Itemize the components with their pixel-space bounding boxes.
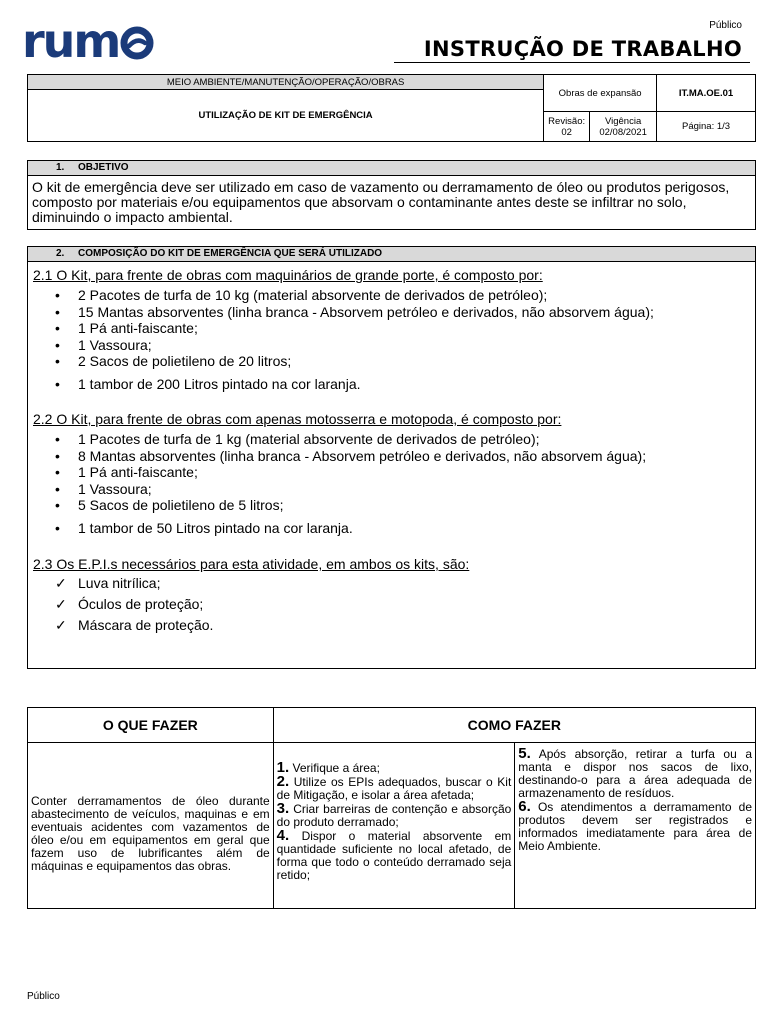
bullet-icon: • <box>55 320 60 336</box>
revision-cell <box>544 112 590 142</box>
section-number: 1. <box>56 162 65 173</box>
objective-section <box>27 160 756 230</box>
bullet-icon: • <box>55 287 60 303</box>
section-title: OBJETIVO <box>78 162 129 173</box>
section-title: COMPOSIÇÃO DO KIT DE EMERGÊNCIA QUE SERÁ UTILIZADO <box>78 248 383 259</box>
objective-heading <box>28 161 755 176</box>
how-to-do-cell-right <box>515 743 756 909</box>
document-code: IT.MA.OE.01 <box>657 75 756 112</box>
list-item: • 1 Pá anti-faiscante; <box>55 320 198 336</box>
bullet-icon: • <box>55 431 60 447</box>
composition-section <box>27 246 756 669</box>
validity-label: Vigência <box>604 115 642 127</box>
list-item: • 1 Pacotes de turfa de 1 kg (material absorvente de derivados de petróleo); <box>55 431 540 447</box>
checkmark-icon: ✓ <box>55 617 67 633</box>
list-item: • 2 Pacotes de turfa de 10 kg (material absorvente de derivados de petróleo); <box>55 287 548 303</box>
what-column-header: O QUE FAZER <box>28 708 274 743</box>
list-item: • 1 Vassoura; <box>55 336 152 353</box>
bullet-icon: • <box>55 353 60 369</box>
kit1-list <box>28 287 755 392</box>
list-item: • 2 Sacos de polietileno de 20 litros; <box>55 353 292 369</box>
list-item: • 15 Mantas absorventes (linha branca - Absorvem petróleo e derivados, não absorvem água); <box>55 303 654 320</box>
revision-label: Revisão: <box>548 115 586 127</box>
logo-mark-icon <box>120 26 154 60</box>
list-item: • 1 tambor de 50 Litros pintado na cor laranja. <box>55 519 353 536</box>
validity-cell <box>590 112 657 142</box>
checkmark-icon: ✓ <box>55 596 67 612</box>
step-item: 2. Utilize os EPIs adequados, buscar o Kit de Mitigação, e isolar a área afetada; <box>276 773 512 802</box>
bullet-icon: • <box>55 375 60 392</box>
how-column-header: COMO FAZER <box>273 708 755 743</box>
bullet-icon: • <box>55 480 60 497</box>
sector-cell: MEIO AMBIENTE/MANUTENÇÃO/OPERAÇÃO/OBRAS <box>28 75 544 90</box>
epis-title: 2.3 Os E.P.I.s necessários para esta atividade, em ambos os kits, são: <box>33 556 470 572</box>
document-type: INSTRUÇÃO DE TRABALHO <box>423 37 742 61</box>
step-item: 1. Verifique a área; <box>276 759 380 776</box>
bullet-icon: • <box>55 464 60 480</box>
page-number: Página: 1/3 <box>657 112 756 142</box>
bullet-icon: • <box>55 447 60 464</box>
classification-label: Público <box>709 20 742 31</box>
footer-classification: Público <box>27 991 60 1002</box>
list-item: • 5 Sacos de polietileno de 5 litros; <box>55 497 284 513</box>
bullet-icon: • <box>55 303 60 320</box>
list-item: ✓ Óculos de proteção; <box>55 596 204 612</box>
document-header-table <box>27 74 756 142</box>
bullet-icon: • <box>55 519 60 536</box>
company-logo <box>22 14 154 68</box>
bullet-icon: • <box>55 497 60 513</box>
kit2-list <box>28 431 755 536</box>
step-item: 4. Dispor o material absorvente em quantidade suficiente no local afetado, de forma que todo o conteúdo derramado seja retido; <box>276 827 512 882</box>
revision-value: 02 <box>561 126 572 138</box>
step-item: 3. Criar barreiras de contenção e absorção do produto derramado; <box>276 800 512 829</box>
bullet-icon: • <box>55 336 60 353</box>
list-item: • 1 tambor de 200 Litros pintado na cor laranja. <box>55 375 361 392</box>
kit2-title: 2.2 O Kit, para frente de obras com apenas motosserra e motopoda, é composto por: <box>33 411 562 427</box>
document-title: UTILIZAÇÃO DE KIT DE EMERGÊNCIA <box>28 90 544 142</box>
title-underline <box>394 62 750 63</box>
step-item: 5. Após absorção, retirar a turfa ou a manta e dispor nos sacos de lixo, destinando-o para a área adequada de armazenamento de resíduos. <box>518 745 752 800</box>
logo-wordmark: rum <box>22 14 120 68</box>
list-item: ✓ Máscara de proteção. <box>55 617 214 633</box>
list-item: • 1 Pá anti-faiscante; <box>55 464 198 480</box>
composition-heading <box>28 247 755 262</box>
kit1-title: 2.1 O Kit, para frente de obras com maquinários de grande porte, é composto por: <box>33 267 543 283</box>
validity-value: 02/08/2021 <box>599 126 647 138</box>
objective-text: O kit de emergência deve ser utilizado em caso de vazamento ou derramamento de óleo ou produtos perigosos, composto por materiais e/ou equipamentos que absorvam o contaminante antes deste se infiltrar no solo, diminuindo o impacto ambiental. <box>32 179 730 225</box>
section-number: 2. <box>56 248 65 259</box>
what-to-do-cell: Conter derramamentos de óleo durante abastecimento de veículos, maquinas e em eventuais acidentes com vazamentos de óleo e/ou em equipamentos em geral que fazem uso de lubrificantes além de máquinas e equipamentos das obras. <box>28 743 274 909</box>
procedure-table <box>27 707 756 909</box>
list-item: ✓ Luva nitrílica; <box>55 575 161 591</box>
epis-list <box>28 575 755 634</box>
list-item: • 8 Mantas absorventes (linha branca - Absorvem petróleo e derivados, não absorvem água); <box>55 447 647 464</box>
scope-cell: Obras de expansão <box>544 75 657 112</box>
checkmark-icon: ✓ <box>55 575 67 591</box>
step-item: 6. Os atendimentos a derramamento de produtos devem ser registrados e informados imediatamente para área de Meio Ambiente. <box>518 798 752 853</box>
list-item: • 1 Vassoura; <box>55 480 152 497</box>
how-to-do-cell-left <box>273 743 515 909</box>
